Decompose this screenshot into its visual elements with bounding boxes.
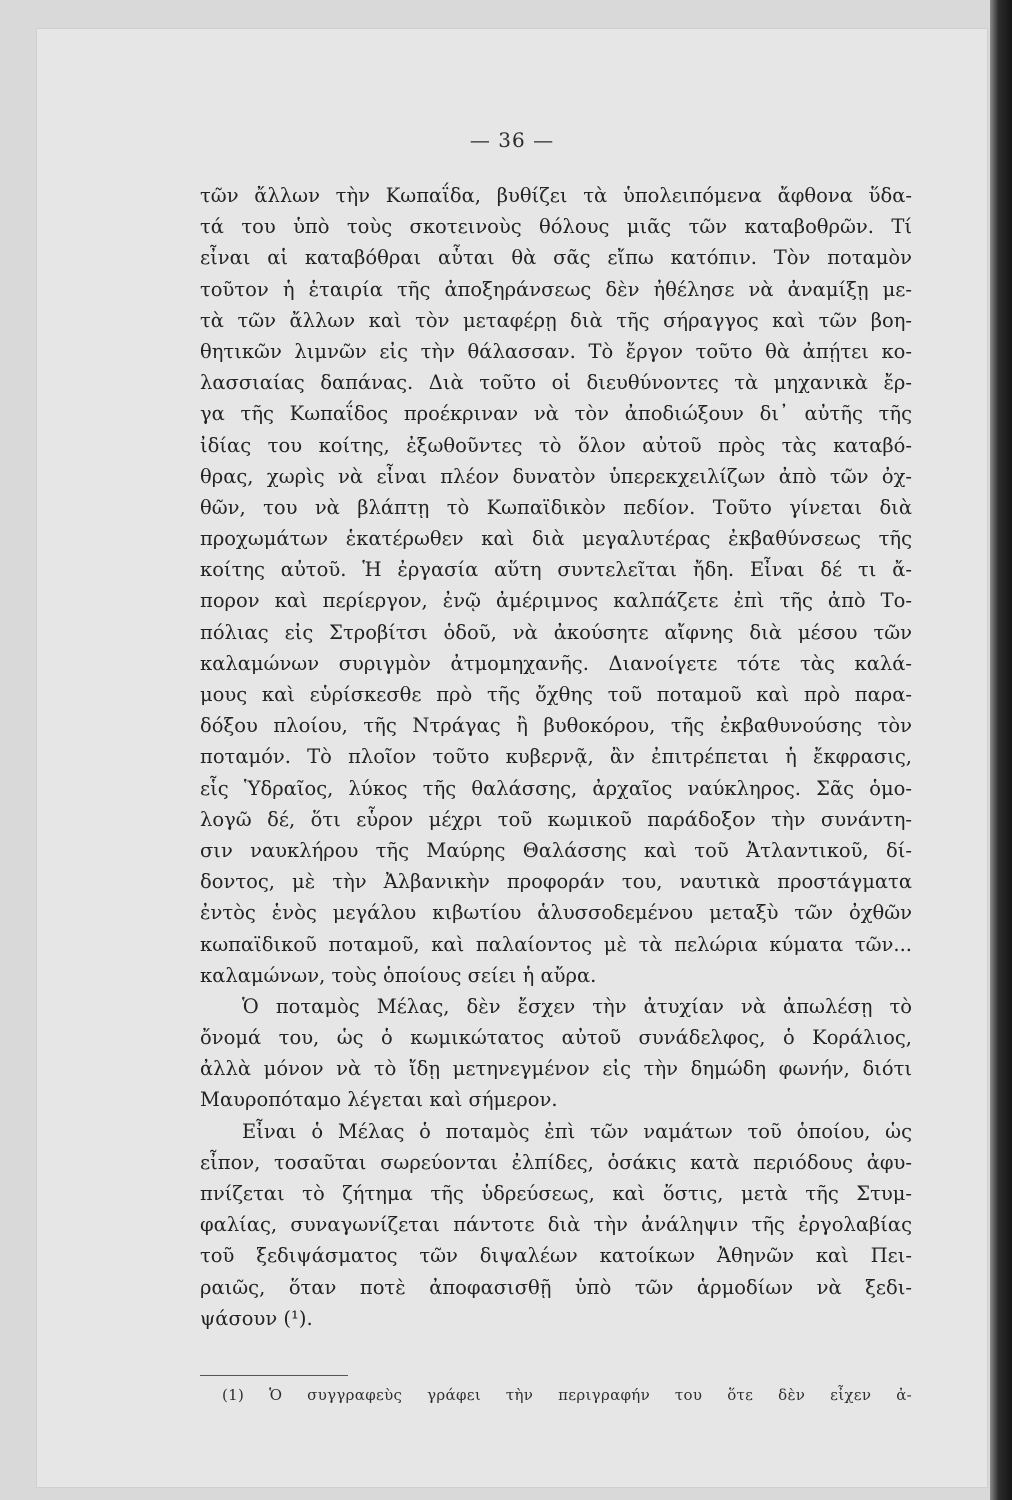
text-line: κωπαϊδικοῦ ποταμοῦ, καὶ παλαίοντος μὲ τὰ πελώρια κύματα τῶν...: [200, 932, 912, 956]
text-line: τοῦ ξεδιψάσματος τῶν διψαλέων κατοίκων Ἀθηνῶν καὶ Πει-: [200, 1244, 912, 1268]
text-line: ὄνομά του, ὡς ὁ κωμικώτατος αὐτοῦ συνάδελφος, ὁ Κοράλιος,: [200, 1026, 912, 1050]
text-line: ραιῶς, ὅταν ποτὲ ἀποφασισθῇ ὑπὸ τῶν ἁρμοδίων νὰ ξεδι-: [200, 1275, 912, 1299]
text-line: δοντος, μὲ τὴν Ἀλβανικὴν προφοράν του, ναυτικὰ προστάγματα: [200, 870, 912, 894]
text-line: τὰ τῶν ἄλλων καὶ τὸν μεταφέρῃ διὰ τῆς σήραγγος καὶ τῶν βοη-: [200, 308, 912, 332]
text-line: κοίτης αὐτοῦ. Ἡ ἐργασία αὕτη συντελεῖται ἤδη. Εἶναι δέ τι ἄ-: [200, 558, 912, 582]
text-line: ἐντὸς ἑνὸς μεγάλου κιβωτίου ἁλυσσοδεμένου μεταξὺ τῶν ὀχθῶν: [200, 901, 912, 925]
text-line: θητικῶν λιμνῶν εἰς τὴν θάλασσαν. Τὸ ἔργον τοῦτο θὰ ἀπῄτει κο-: [200, 339, 912, 363]
paragraph-end-line: Μαυροπόταμο λέγεται καὶ σήμερον.: [200, 1088, 558, 1112]
text-line: θρας, χωρὶς νὰ εἶναι πλέον δυνατὸν ὑπερεκχειλίζων ἀπὸ τῶν ὀχ-: [200, 464, 912, 488]
text-line: μους καὶ εὑρίσκεσθε πρὸ τῆς ὄχθης τοῦ ποταμοῦ καὶ πρὸ παρα-: [200, 683, 912, 706]
text-line: εἶπον, τοσαῦται σωρεύονται ἐλπίδες, ὁσάκις κατὰ περιόδους ἀφυ-: [200, 1150, 912, 1174]
text-line: πορον καὶ περίεργον, ἐνῷ ἀμέριμνος καλπάζετε ἐπὶ τῆς ἀπὸ Το-: [200, 589, 912, 613]
paragraph-end-line: καλαμώνων, τοὺς ὁποίους σείει ἡ αὔρα.: [200, 963, 597, 987]
text-line: προχωμάτων ἑκατέρωθεν καὶ διὰ μεγαλυτέρας ἐκβαθύνσεως τῆς: [200, 527, 912, 551]
text-line: τῶν ἄλλων τὴν Κωπαΐδα, βυθίζει τὰ ὑπολειπόμενα ἄφθονα ὕδα-: [200, 184, 912, 207]
text-line: δόξου πλοίου, τῆς Ντράγας ἢ βυθοκόρου, τῆς ἐκβαθυνούσης τὸν: [200, 714, 912, 738]
text-line: ποταμόν. Τὸ πλοῖον τοῦτο κυβερνᾷ, ἂν ἐπιτρέπεται ἡ ἔκφρασις,: [200, 745, 912, 769]
text-line: πόλιας εἰς Στροβίτσι ὁδοῦ, νὰ ἀκούσητε αἴφνης διὰ μέσου τῶν: [200, 620, 912, 644]
text-line: εἷς Ὑδραῖος, λύκος τῆς θαλάσσης, ἀρχαῖος ναύκληρος. Σᾶς ὁμο-: [200, 776, 912, 800]
paragraph-start-line: Ὁ ποταμὸς Μέλας, δὲν ἔσχεν τὴν ἀτυχίαν νὰ ἀπωλέσῃ τὸ: [242, 994, 912, 1018]
text-line: τοῦτον ἡ ἑταιρία τῆς ἀποξηράνσεως δὲν ἠθέλησε νὰ ἀναμίξῃ με-: [200, 277, 912, 301]
body-text: [200, 180, 912, 1334]
text-line: εἶναι αἱ καταβόθραι αὗται θὰ σᾶς εἴπω κατόπιν. Τὸν ποταμὸν: [200, 246, 912, 270]
text-line: πνίζεται τὸ ζήτημα τῆς ὑδρεύσεως, καὶ ὅστις, μετὰ τῆς Στυμ-: [200, 1182, 912, 1205]
text-line: ἰδίας του κοίτης, ἐξωθοῦντες τὸ ὅλον αὐτοῦ πρὸς τὰς καταβό-: [200, 433, 912, 457]
text-line: θῶν, του νὰ βλάπτῃ τὸ Κωπαϊδικὸν πεδίον. Τοῦτο γίνεται διὰ: [200, 495, 912, 519]
footnote-rule: [200, 1375, 348, 1376]
footnote: (1) Ὁ συγγραφεὺς γράφει τὴν περιγραφήν του ὅτε δὲν εἶχεν ἀ-: [222, 1386, 912, 1404]
text-line: λασσιαίας δαπάνας. Διὰ τοῦτο οἱ διευθύνοντες τὰ μηχανικὰ ἔρ-: [200, 371, 912, 395]
book-page: [36, 28, 988, 1488]
text-line: ἀλλὰ μόνον νὰ τὸ ἴδῃ μετηνεγμένον εἰς τὴν δημώδη φωνήν, διότι: [200, 1057, 912, 1081]
book-spine-shadow: [990, 0, 1012, 1500]
text-line: φαλίας, συναγωνίζεται πάντοτε διὰ τὴν ἀνάληψιν τῆς ἐργολαβίας: [200, 1213, 912, 1237]
text-line: σιν ναυκλήρου τῆς Μαύρης Θαλάσσης καὶ τοῦ Ἀτλαντικοῦ, δί-: [200, 838, 912, 862]
text-line: καλαμώνων συριγμὸν ἀτμομηχανῆς. Διανοίγετε τότε τὰς καλά-: [200, 651, 912, 675]
paragraph-start-line: Εἶναι ὁ Μέλας ὁ ποταμὸς ἐπὶ τῶν ναμάτων τοῦ ὁποίου, ὡς: [242, 1119, 912, 1143]
text-line: γα τῆς Κωπαΐδος προέκριναν νὰ τὸν ἀποδιώξουν δι᾽ αὐτῆς τῆς: [200, 402, 912, 426]
text-line: τά του ὑπὸ τοὺς σκοτεινοὺς θόλους μιᾶς τῶν καταβοθρῶν. Τί: [200, 215, 912, 239]
text-line: λογῶ δέ, ὅτι εὗρον μέχρι τοῦ κωμικοῦ παράδοξον τὴν συνάντη-: [200, 807, 912, 831]
page-number: — 36 —: [469, 128, 555, 152]
paragraph-end-line: ψάσουν (¹).: [200, 1306, 313, 1330]
